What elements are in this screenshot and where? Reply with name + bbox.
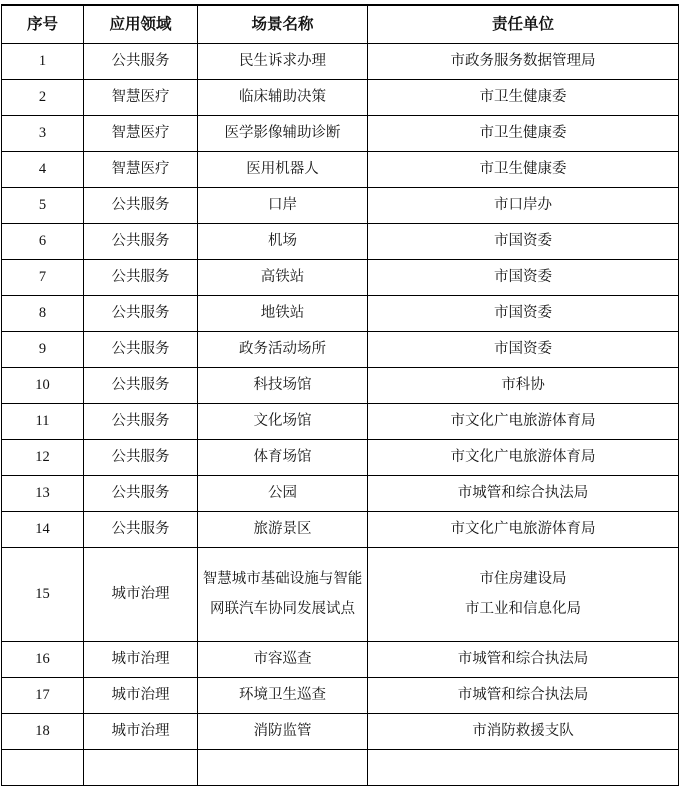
table-header — [2, 5, 679, 43]
cell-index: 12 — [2, 439, 84, 475]
cell-unit: 市国资委 — [368, 223, 679, 259]
table-row — [2, 43, 679, 79]
cell-scene: 智慧城市基础设施与智能网联汽车协同发展试点 — [198, 547, 368, 641]
cell-unit: 市城管和综合执法局 — [368, 475, 679, 511]
cell-index: 4 — [2, 151, 84, 187]
header-scene: 场景名称 — [198, 5, 368, 43]
cell-index: 11 — [2, 403, 84, 439]
cell-domain: 智慧医疗 — [84, 151, 198, 187]
cell-domain: 公共服务 — [84, 511, 198, 547]
cell-scene: 高铁站 — [198, 259, 368, 295]
cell-domain: 公共服务 — [84, 439, 198, 475]
cell-scene: 民生诉求办理 — [198, 43, 368, 79]
cell-unit: 市口岸办 — [368, 187, 679, 223]
table-row — [2, 151, 679, 187]
cell-domain: 城市治理 — [84, 547, 198, 641]
header-index: 序号 — [2, 5, 84, 43]
cell-unit: 市国资委 — [368, 295, 679, 331]
cell-scene: 临床辅助决策 — [198, 79, 368, 115]
cell-scene: 口岸 — [198, 187, 368, 223]
cell-scene: 市容巡查 — [198, 641, 368, 677]
cell-unit: 市文化广电旅游体育局 — [368, 439, 679, 475]
cell-index: 18 — [2, 713, 84, 749]
cell-domain: 公共服务 — [84, 403, 198, 439]
cell-domain: 公共服务 — [84, 331, 198, 367]
table-row — [2, 511, 679, 547]
cell-domain: 城市治理 — [84, 677, 198, 713]
cell-empty — [84, 749, 198, 785]
cell-index: 16 — [2, 641, 84, 677]
cell-index: 5 — [2, 187, 84, 223]
cell-unit: 市消防救援支队 — [368, 713, 679, 749]
scenario-table — [1, 4, 679, 786]
table-body — [2, 43, 679, 785]
cell-scene: 旅游景区 — [198, 511, 368, 547]
table-row — [2, 547, 679, 641]
cell-domain: 城市治理 — [84, 713, 198, 749]
cell-unit: 市文化广电旅游体育局 — [368, 403, 679, 439]
table-row — [2, 475, 679, 511]
cell-domain: 城市治理 — [84, 641, 198, 677]
cell-domain: 公共服务 — [84, 475, 198, 511]
cell-scene: 医学影像辅助诊断 — [198, 115, 368, 151]
table-row — [2, 187, 679, 223]
cell-domain: 公共服务 — [84, 223, 198, 259]
unit-line: 市工业和信息化局 — [465, 601, 581, 617]
cell-unit: 市卫生健康委 — [368, 79, 679, 115]
cell-scene: 机场 — [198, 223, 368, 259]
cell-domain: 公共服务 — [84, 295, 198, 331]
table-row — [2, 115, 679, 151]
cell-empty — [198, 749, 368, 785]
cell-unit: 市国资委 — [368, 259, 679, 295]
cell-unit: 市政务服务数据管理局 — [368, 43, 679, 79]
header-unit: 责任单位 — [368, 5, 679, 43]
table-row — [2, 713, 679, 749]
unit-line: 市住房建设局 — [479, 571, 567, 587]
table-row — [2, 79, 679, 115]
cell-scene: 公园 — [198, 475, 368, 511]
table-row — [2, 641, 679, 677]
cell-scene: 科技场馆 — [198, 367, 368, 403]
cell-empty — [368, 749, 679, 785]
cell-index: 9 — [2, 331, 84, 367]
cell-scene: 环境卫生巡查 — [198, 677, 368, 713]
table-row — [2, 403, 679, 439]
cell-index: 10 — [2, 367, 84, 403]
table-row-partial — [2, 749, 679, 785]
cell-index: 7 — [2, 259, 84, 295]
table-row — [2, 331, 679, 367]
cell-scene: 消防监管 — [198, 713, 368, 749]
cell-index: 2 — [2, 79, 84, 115]
header-row — [2, 5, 679, 43]
cell-index: 17 — [2, 677, 84, 713]
cell-unit — [368, 547, 679, 641]
cell-index: 1 — [2, 43, 84, 79]
cell-empty — [2, 749, 84, 785]
cell-index: 8 — [2, 295, 84, 331]
cell-scene: 医用机器人 — [198, 151, 368, 187]
cell-unit: 市城管和综合执法局 — [368, 641, 679, 677]
cell-index: 13 — [2, 475, 84, 511]
cell-index: 14 — [2, 511, 84, 547]
cell-scene: 地铁站 — [198, 295, 368, 331]
cell-index: 6 — [2, 223, 84, 259]
cell-scene: 体育场馆 — [198, 439, 368, 475]
header-domain: 应用领域 — [84, 5, 198, 43]
cell-unit: 市卫生健康委 — [368, 115, 679, 151]
cell-scene: 文化场馆 — [198, 403, 368, 439]
table-row — [2, 677, 679, 713]
cell-index: 15 — [2, 547, 84, 641]
table-row — [2, 259, 679, 295]
cell-unit: 市卫生健康委 — [368, 151, 679, 187]
cell-unit: 市城管和综合执法局 — [368, 677, 679, 713]
table-row — [2, 295, 679, 331]
cell-unit: 市科协 — [368, 367, 679, 403]
cell-domain: 公共服务 — [84, 259, 198, 295]
cell-unit: 市文化广电旅游体育局 — [368, 511, 679, 547]
cell-domain: 智慧医疗 — [84, 115, 198, 151]
cell-unit: 市国资委 — [368, 331, 679, 367]
cell-domain: 公共服务 — [84, 187, 198, 223]
table-row — [2, 223, 679, 259]
cell-scene: 政务活动场所 — [198, 331, 368, 367]
cell-domain: 公共服务 — [84, 367, 198, 403]
cell-domain: 公共服务 — [84, 43, 198, 79]
table-row — [2, 439, 679, 475]
cell-index: 3 — [2, 115, 84, 151]
table-row — [2, 367, 679, 403]
cell-domain: 智慧医疗 — [84, 79, 198, 115]
